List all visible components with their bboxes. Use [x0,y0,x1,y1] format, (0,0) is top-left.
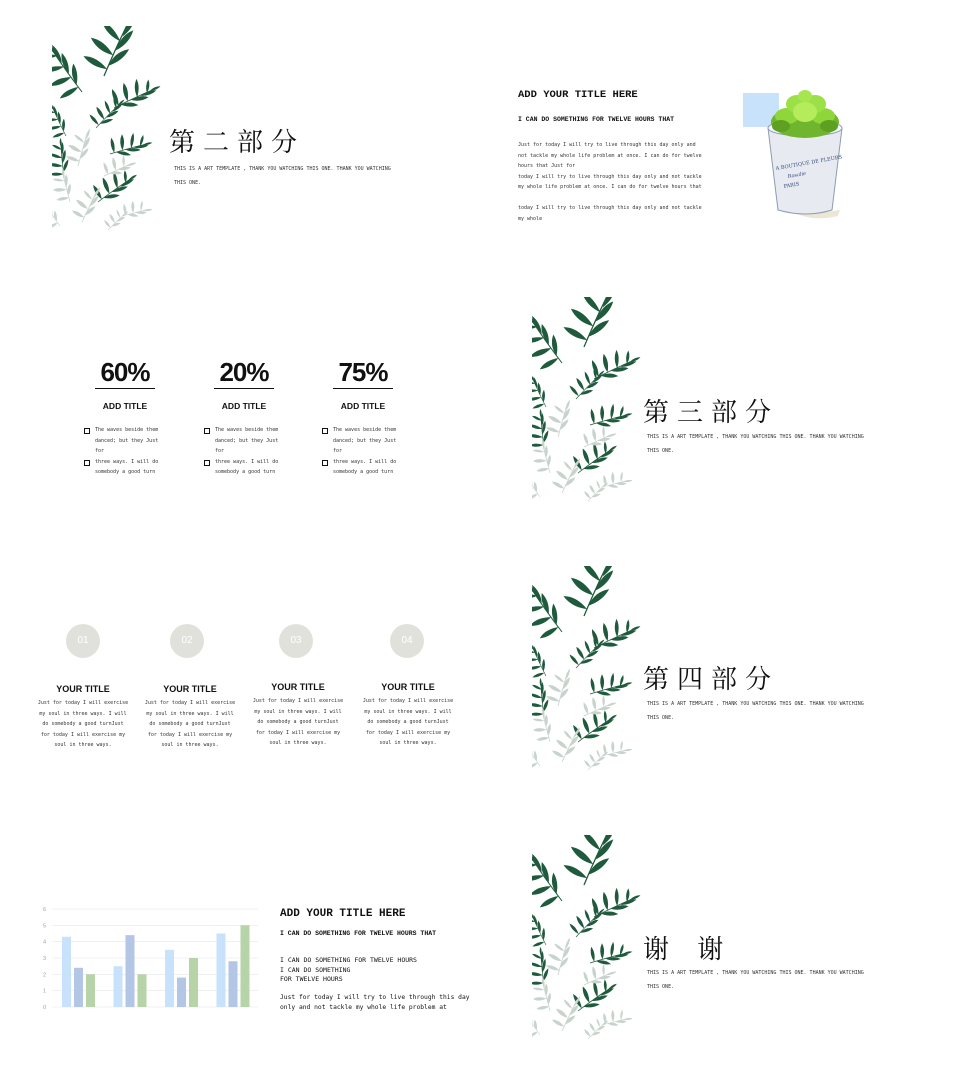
body-line: today I will try to live through this day only and not tackle [518,205,702,211]
body-text [280,993,470,1012]
chart-bar [114,966,123,1007]
y-tick-label: 4 [42,939,46,946]
bullet-line: danced; but they Just [95,437,159,444]
slide-section-three [480,271,960,542]
body-line: my whole [518,215,543,222]
desc-line: soul in three ways. [161,742,219,748]
bullet-item [84,457,174,478]
plant-leaves-icon [532,835,642,1050]
item-title: YOUR TITLE [163,684,217,694]
section-title: 第四部分 [643,665,780,695]
bullet-line: somebody a good turn [215,469,276,475]
subtitle-line: THIS IS A ART TEMPLATE , THANK YOU WATCHING THIS ONE. THANK YOU WATCHING [174,166,391,172]
bullet-line: three ways. I will do [333,458,397,465]
section-title: 第二部分 [169,128,306,158]
slide-heading: ADD YOUR TITLE HERE [280,908,406,920]
bullet-item [204,457,294,478]
bullet-line: for [333,448,343,454]
y-tick-label: 6 [42,907,46,913]
stat-label: ADD TITLE [340,401,386,411]
y-tick-label: 0 [42,1005,46,1011]
chart-bar [217,934,226,1008]
stat-card [333,357,393,411]
stat-card [95,357,155,411]
stat-bullets [84,425,174,478]
pot-label: PARIS [783,181,800,190]
chart-bar [177,978,186,1007]
pot-label: Rosalie [787,170,807,180]
item-desc [251,696,345,749]
body-line: hours that Just for [518,163,576,169]
chart-bar [74,968,83,1007]
chart-bar [126,935,135,1007]
section-subtitle [647,430,877,458]
desc-line: do somebody a good turnJust [367,719,449,725]
desc-line: for today I will exercise my [147,731,233,738]
bullet-line: danced; but they Just [333,437,397,444]
emphasis-line: I CAN DO SOMETHING FOR TWELVE HOURS [280,956,417,964]
body-line: today I will try to live through this day only and not tackle [518,173,702,180]
slide-section-two [0,0,480,271]
numbered-item [251,624,345,749]
stat-value: 75% [338,357,388,387]
bullet-line: somebody a good turn [95,469,156,475]
bullet-square-icon [204,460,210,466]
chart-bar [138,974,147,1007]
bullet-line: The waves beside them [215,427,279,433]
body-line [518,193,718,204]
body-text [518,140,718,224]
y-tick-label: 2 [42,972,46,979]
stat-bullets [204,425,294,478]
numbered-item [143,624,237,751]
section-subtitle [647,966,877,994]
stat-divider [95,388,155,389]
desc-line: Just for today I will exercise [144,700,236,706]
stat-card [214,357,274,411]
desc-line: soul in three ways. [54,742,112,748]
subtitle-line: THIS IS A ART TEMPLATE , THANK YOU WATCHING THIS ONE. THANK YOU WATCHING [647,970,864,976]
y-tick-label: 5 [42,923,46,930]
desc-line: my soul in three ways. I will [146,710,234,717]
bullet-line: for [95,448,105,454]
chart-bar [62,937,71,1007]
subtitle-line: THIS IS A ART TEMPLATE , THANK YOU WATCHING THIS ONE. THANK YOU WATCHING [647,434,864,440]
bullet-item [204,425,294,457]
item-desc [361,696,455,749]
pot-label: A BOUTIQUE DE FLEURS [775,154,843,172]
desc-line: soul in three ways. [379,740,437,746]
slide-subheading: I CAN DO SOMETHING FOR TWELVE HOURS THAT [518,116,675,123]
number-circle: 03 [279,624,313,658]
body-line: my whole life problem at once. I can do for twelve hours that [518,184,702,190]
plant-leaves-icon [532,566,642,781]
desc-line: Just for today I will exercise [37,700,129,706]
subtitle-line: THIS ONE. [647,984,675,990]
slide-four-items [0,542,480,813]
body-line: not tackle my whole life problem at once. I can do for twelve [518,152,702,159]
desc-line: do somebody a good turnJust [257,719,339,725]
desc-line: for today I will exercise my [40,731,126,738]
stat-value: 20% [219,357,269,387]
stat-divider [214,388,274,389]
slide-stats [0,271,480,542]
bullet-line: The waves beside them [333,427,397,433]
chart-bar [86,974,95,1007]
subtitle-line: THIS ONE. [174,180,202,186]
slide-thanks [480,813,960,1084]
section-subtitle [174,162,404,190]
y-tick-label: 1 [42,988,46,995]
bullet-line: somebody a good turn [333,469,394,475]
bar-chart [38,901,264,1013]
subtitle-line: THIS ONE. [647,448,675,454]
chart-bar [229,961,238,1007]
desc-line: my soul in three ways. I will [254,708,342,715]
emphasis-line: FOR TWELVE HOURS [280,975,343,983]
slide-heading: ADD YOUR TITLE HERE [518,89,638,101]
number-circle: 02 [170,624,204,658]
bullet-item [322,425,412,457]
stat-bullets [322,425,412,478]
bullet-line: The waves beside them [95,427,159,433]
section-title: 第三部分 [643,398,780,428]
stat-label: ADD TITLE [102,401,148,411]
desc-line: for today I will exercise my [255,729,341,736]
succulent-pot-icon [762,86,862,222]
y-tick-label: 3 [42,956,46,962]
numbered-item [361,624,455,749]
item-title: YOUR TITLE [271,682,325,692]
emphasis-lines [280,956,417,985]
subtitle-line: THIS ONE. [647,715,675,721]
desc-line: Just for today I will exercise [252,698,344,704]
bullet-line: three ways. I will do [215,458,279,465]
numbered-item [36,624,130,751]
bullet-square-icon [322,460,328,466]
item-title: YOUR TITLE [56,684,110,694]
desc-line: soul in three ways. [269,740,327,746]
slide-title-plant [480,0,960,271]
number-circle: 01 [66,624,100,658]
body-line: Just for today I will try to live through this day only and [518,142,696,148]
slide-section-four [480,542,960,813]
chart-bar [189,958,198,1007]
emphasis-line: I CAN DO SOMETHING [280,965,351,974]
number-circle: 04 [390,624,424,658]
section-subtitle [647,697,877,725]
bullet-square-icon [204,428,210,434]
subtitle-line: THIS IS A ART TEMPLATE , THANK YOU WATCHING THIS ONE. THANK YOU WATCHING [647,701,864,707]
item-desc [143,698,237,751]
bullet-square-icon [84,428,90,434]
stat-value: 60% [100,357,150,387]
desc-line: Just for today I will exercise [362,698,454,704]
stat-label: ADD TITLE [221,401,267,411]
bullet-item [84,425,174,457]
plant-leaves-icon [532,297,642,512]
body-line: Just for today I will try to live through this day [280,994,470,1001]
plant-leaves-icon [52,26,162,241]
section-title: 谢 谢 [643,935,734,965]
item-title: YOUR TITLE [381,682,435,692]
chart-bar [165,950,174,1007]
item-desc [36,698,130,751]
bullet-line: for [215,448,225,454]
body-line: only and not tackle my whole life problem at [280,1003,447,1011]
bullet-line: danced; but they Just [215,437,279,444]
bullet-item [322,457,412,478]
bullet-square-icon [322,428,328,434]
slide-chart [0,813,480,1084]
desc-line: my soul in three ways. I will [364,708,452,715]
bullet-square-icon [84,460,90,466]
desc-line: do somebody a good turnJust [149,721,231,727]
desc-line: for today I will exercise my [365,729,451,736]
bullet-line: three ways. I will do [95,458,159,465]
slide-subheading: I CAN DO SOMETHING FOR TWELVE HOURS THAT [280,930,437,937]
chart-bar [241,925,250,1007]
desc-line: do somebody a good turnJust [42,721,124,727]
desc-line: my soul in three ways. I will [39,710,127,717]
stat-divider [333,388,393,389]
